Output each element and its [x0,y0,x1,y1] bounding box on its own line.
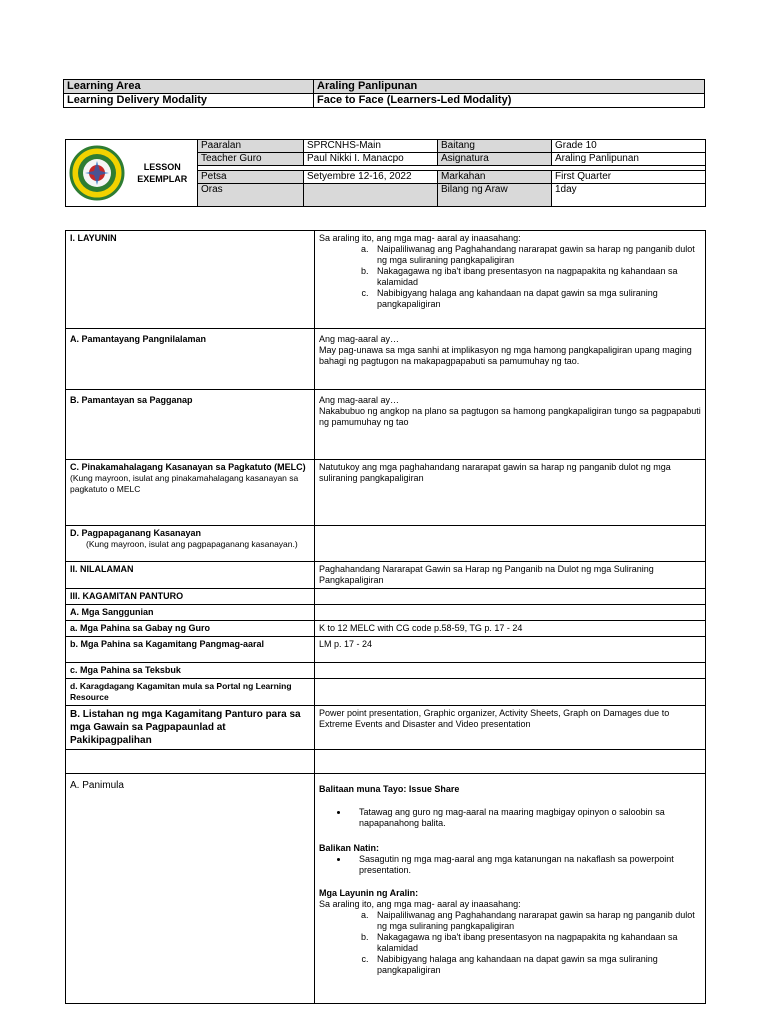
teksbuk-label: c. Mga Pahina sa Teksbuk [66,663,315,679]
petsa-value: Setyembre 12-16, 2022 [304,171,438,184]
empty-cell [66,750,315,774]
school-seal-logo [69,145,125,201]
pagganap-content [315,390,706,460]
pangnilalaman-label: A. Pamantayang Pangnilalaman [66,329,315,390]
gabay-label: a. Mga Pahina sa Gabay ng Guro [66,621,315,637]
list-item: • Sasagutin ng mga mag-aaral ang mga katanungan na nakaflash sa powerpoint presentation. [349,854,701,876]
pagganap-line1: Ang mag-aaral ay… [319,395,400,405]
panimula-content [315,774,706,1004]
asignatura-label: Asignatura [438,153,552,166]
mga-layunin-title: Mga Layunin ng Aralin: [319,888,419,898]
pagganap-line2: Nakabubuo ng angkop na plano sa pagtugon sa hamong pangkapaligiran tungo sa pagpapabuti ng pamumuhay ng tao [319,406,701,427]
pangnilalaman-content [315,329,706,390]
pagpapaganang-value [315,526,706,562]
empty-cell [315,750,706,774]
list-item: • Tatawag ang guro ng mag-aaral na maaring magbigay opinyon o saloobin sa napapanahong balita. [349,807,701,829]
listahan-value: Power point presentation, Graphic organizer, Activity Sheets, Graph on Damages due to Extreme Events and Disaster and Video presentation [315,706,706,750]
teksbuk-value [315,663,706,679]
learning-area-value: Araling Panlipunan [314,80,705,94]
nilalaman-value: Paghahandang Nararapat Gawin sa Harap ng Panganib na Dulot ng mga Suliraning Pangkapaligiran [315,562,706,589]
list-item: b. Nakagagawa ng iba't ibang presentasyon na nagpapakita ng kahandaan sa kalamidad [371,932,701,954]
learning-area-table [63,79,705,108]
melc-label-title: C. Pinakamahalagang Kasanayan sa Pagkatuto (MELC) [70,462,306,472]
modality-label: Learning Delivery Modality [64,94,314,108]
kagamitang-label: b. Mga Pahina sa Kagamitang Pangmag-aaral [66,637,315,663]
portal-value [315,679,706,706]
listahan-label: B. Listahan ng mga Kagamitang Panturo para sa mga Gawain sa Pagpapaunlad at Pakikipagpalihan [66,706,315,750]
pagganap-label: B. Pamantayan sa Pagganap [66,390,315,460]
balitaan-title: Balitaan muna Tayo: Issue Share [319,784,460,794]
layunin-list [319,244,701,310]
lesson-header-table [65,139,706,207]
mga-layunin-list [319,910,701,976]
teacher-value: Paul Nikki I. Manacpo [304,153,438,166]
pagpapaganang-title: D. Pagpapaganang Kasanayan [70,528,202,538]
mga-layunin-intro: Sa araling ito, ang mga mag- aaral ay inaasahang: [319,899,521,909]
bilang-label: Bilang ng Araw [438,184,552,207]
melc-label [66,460,315,526]
layunin-label: I. LAYUNIN [66,231,315,329]
balitaan-list [319,807,701,829]
oras-label: Oras [198,184,304,207]
paaralan-value: SPRCNHS-Main [304,140,438,153]
pagpapaganang-label [66,526,315,562]
lesson-plan-table [65,230,706,1004]
pagpapaganang-note: (Kung mayroon, isulat ang pagpapaganang kasanayan.) [86,539,298,549]
layunin-intro: Sa araling ito, ang mga mag- aaral ay inaasahang: [319,233,521,243]
melc-label-note: (Kung mayroon, isulat ang pinakamahalagang kasanayan sa pagkatuto o MELC [70,473,299,494]
list-item: a. Naipaliliwanag ang Paghahandang nararapat gawin sa harap ng panganib dulot ng mga suliraning pangkapaligiran [371,910,701,932]
balikan-list [319,854,701,876]
empty-cell [315,605,706,621]
portal-label: d. Karagdagang Kagamitan mula sa Portal ng Learning Resource [66,679,315,706]
nilalaman-label: II. NILALAMAN [66,562,315,589]
markahan-label: Markahan [438,171,552,184]
markahan-value: First Quarter [552,171,706,184]
balikan-title: Balikan Natin: [319,843,380,853]
baitang-value: Grade 10 [552,140,706,153]
melc-value: Natutukoy ang mga paghahandang nararapat gawin sa harap ng panganib dulot ng mga suliraning pangkapaligiran [315,460,706,526]
oras-value [304,184,438,207]
gabay-value: K to 12 MELC with CG code p.58-59, TG p. 17 - 24 [315,621,706,637]
list-item: c. Nabibigyang halaga ang kahandaan na dapat gawin sa mga suliraning pangkapaligiran [371,288,701,310]
paaralan-label: Paaralan [198,140,304,153]
teacher-label: Teacher Guro [198,153,304,166]
empty-cell [315,589,706,605]
school-seal-cell [66,140,128,207]
baitang-label: Baitang [438,140,552,153]
pangnilalaman-line1: Ang mag-aaral ay… [319,334,400,344]
learning-area-label: Learning Area [64,80,314,94]
lesson-exemplar-title: LESSON EXEMPLAR [128,140,198,207]
list-item: c. Nabibigyang halaga ang kahandaan na dapat gawin sa mga suliraning pangkapaligiran [371,954,701,976]
list-item: a. Naipaliliwanag ang Paghahandang nararapat gawin sa harap ng panganib dulot ng mga suliraning pangkapaligiran [371,244,701,266]
panimula-label: A. Panimula [66,774,315,1004]
list-item: b. Nakagagawa ng iba't ibang presentasyon na nagpapakita ng kahandaan sa kalamidad [371,266,701,288]
petsa-label: Petsa [198,171,304,184]
asignatura-value: Araling Panlipunan [552,153,706,166]
layunin-content [315,231,706,329]
sanggunian-label: A. Mga Sanggunian [66,605,315,621]
modality-value: Face to Face (Learners-Led Modality) [314,94,705,108]
bilang-value: 1day [552,184,706,207]
kagamitang-value: LM p. 17 - 24 [315,637,706,663]
pangnilalaman-line2: May pag-unawa sa mga sanhi at implikasyon ng mga hamong pangkapaligiran upang maging bahagi ng pagtugon na makapagpapabuti sa pamumuhay ng tao. [319,345,692,366]
kagamitan-label: III. KAGAMITAN PANTURO [66,589,315,605]
